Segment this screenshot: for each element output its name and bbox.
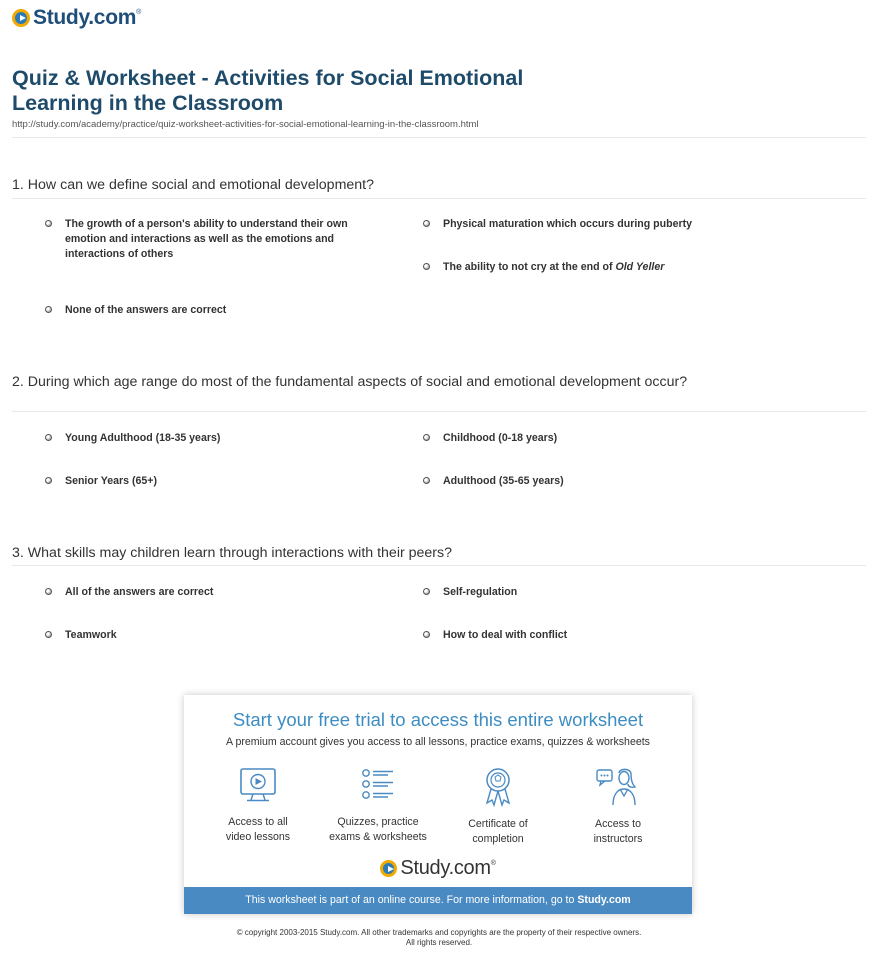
- question-2-text: 2. During which age range do most of the fundamental aspects of social and emotional development occur?: [12, 374, 688, 390]
- answer-option[interactable]: Teamwork: [45, 628, 117, 643]
- answer-option[interactable]: The ability to not cry at the end of Old Yeller: [423, 260, 664, 275]
- play-logo-icon: [12, 9, 30, 27]
- answer-option[interactable]: Adulthood (35-65 years): [423, 474, 564, 489]
- radio-icon[interactable]: [423, 434, 430, 441]
- play-logo-icon: [380, 860, 397, 877]
- certificate-icon: [478, 767, 518, 807]
- radio-icon[interactable]: [423, 263, 430, 270]
- registered-mark: ®: [136, 9, 141, 16]
- page-title: Quiz & Worksheet - Activities for Social Emotional Learning in the Classroom: [12, 66, 524, 115]
- quiz-list-icon: [358, 767, 398, 805]
- promo-subtitle: A premium account gives you access to all lessons, practice exams, quizzes & worksheets: [226, 736, 650, 748]
- radio-icon[interactable]: [45, 434, 52, 441]
- answer-option[interactable]: All of the answers are correct: [45, 585, 213, 600]
- radio-icon[interactable]: [423, 588, 430, 595]
- radio-icon[interactable]: [45, 631, 52, 638]
- feature-instructors: Access to instructors: [558, 767, 678, 847]
- radio-icon[interactable]: [45, 477, 52, 484]
- instructor-icon: [595, 767, 641, 807]
- answer-option[interactable]: Young Adulthood (18-35 years): [45, 431, 220, 446]
- radio-icon[interactable]: [45, 306, 52, 313]
- divider: [12, 137, 866, 138]
- radio-icon[interactable]: [45, 220, 52, 227]
- video-lesson-icon: [238, 767, 278, 805]
- radio-icon[interactable]: [45, 588, 52, 595]
- answer-option[interactable]: Childhood (0-18 years): [423, 431, 557, 446]
- promo-study-logo[interactable]: Study.com®: [184, 857, 692, 880]
- answer-option[interactable]: Senior Years (65+): [45, 474, 157, 489]
- question-1-text: 1. How can we define social and emotional development?: [12, 177, 375, 193]
- answer-option[interactable]: The growth of a person's ability to understand their own emotion and interactions as well as the emotions and interactions of others: [45, 217, 365, 262]
- answer-option[interactable]: Self-regulation: [423, 585, 517, 600]
- radio-icon[interactable]: [423, 631, 430, 638]
- feature-quizzes: Quizzes, practice exams & worksheets: [318, 767, 438, 845]
- promo-title: Start your free trial to access this entire worksheet: [232, 709, 644, 730]
- radio-icon[interactable]: [423, 220, 430, 227]
- study-link[interactable]: Study.com: [577, 894, 631, 906]
- divider: [12, 411, 866, 412]
- divider: [12, 198, 866, 199]
- page-url: http://study.com/academy/practice/quiz-worksheet-activities-for-social-emotional-learning-in-the-classroom.html: [12, 119, 479, 130]
- feature-certificate: Certificate of completion: [438, 767, 558, 847]
- copyright-footer: © copyright 2003-2015 Study.com. All other trademarks and copyrights are the property of their respective owners. All rights reserved.: [236, 928, 642, 947]
- course-info-bar: This worksheet is part of an online course. For more information, go to Study.com: [184, 887, 692, 914]
- study-logo[interactable]: [12, 6, 141, 30]
- question-3-text: 3. What skills may children learn through interactions with their peers?: [12, 545, 453, 561]
- feature-video-lessons: Access to all video lessons: [198, 767, 318, 845]
- radio-icon[interactable]: [423, 477, 430, 484]
- answer-option[interactable]: How to deal with conflict: [423, 628, 567, 643]
- answer-option[interactable]: Physical maturation which occurs during puberty: [423, 217, 692, 232]
- logo-text: Study.com: [33, 6, 137, 29]
- free-trial-promo[interactable]: [184, 695, 692, 914]
- answer-option[interactable]: None of the answers are correct: [45, 303, 226, 318]
- divider: [12, 565, 866, 566]
